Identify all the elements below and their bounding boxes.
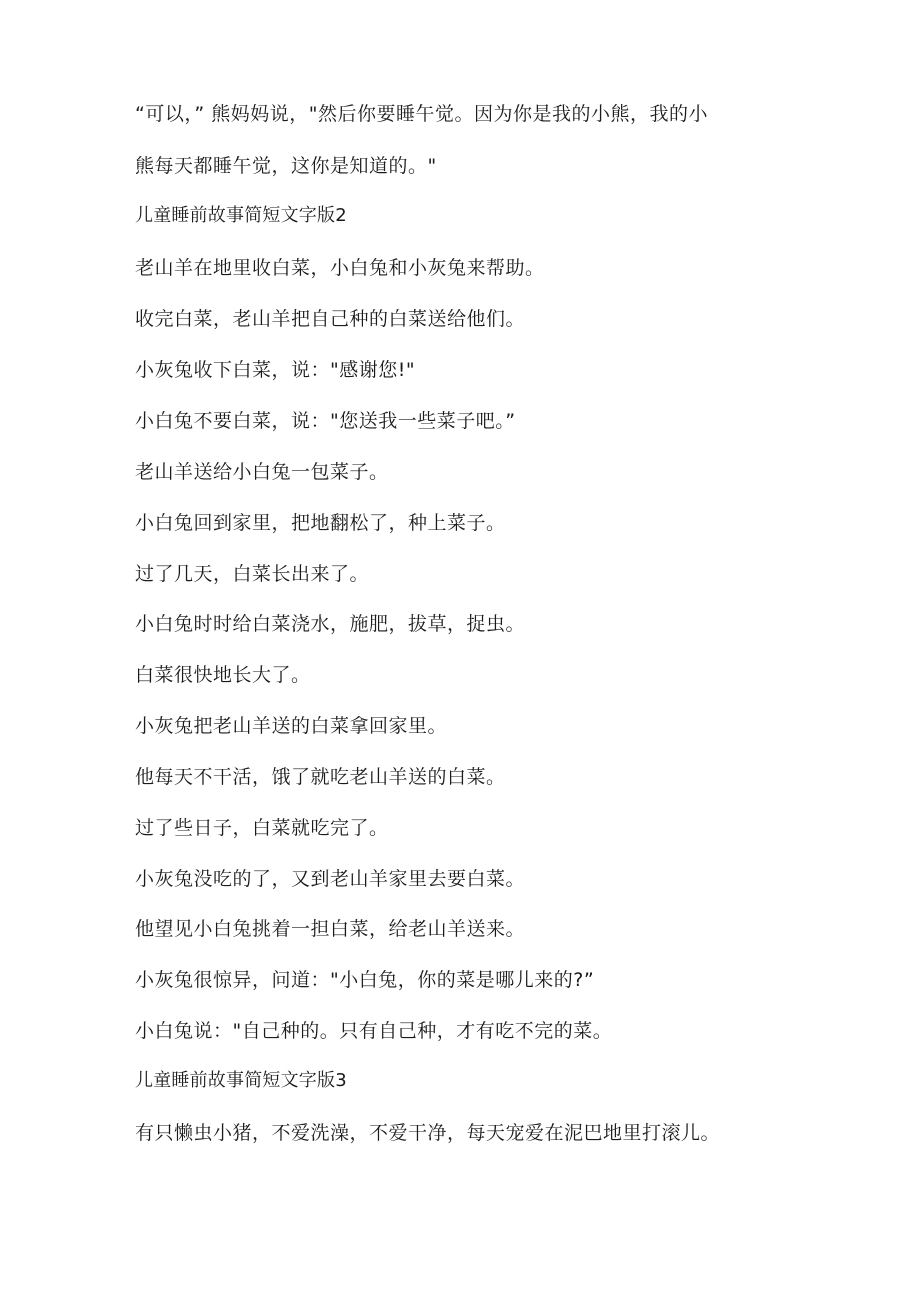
paragraph-line: 小白兔说："自己种的。只有自己种，才有吃不完的菜。 [135, 1020, 613, 1042]
paragraph-line: 小白兔回到家里，把地翻松了，种上菜子。 [135, 512, 506, 534]
paragraph-line: 他每天不干活，饿了就吃老山羊送的白菜。 [135, 766, 506, 788]
paragraph-line: 他望见小白兔挑着一担白菜，给老山羊送来。 [135, 918, 526, 940]
paragraph-line: 收完白菜，老山羊把自己种的白菜送给他们。 [135, 308, 526, 330]
paragraph-line: 小灰兔收下白菜，说："感谢您!" [135, 359, 416, 381]
paragraph-line: 小灰兔很惊异，问道："小白兔，你的菜是哪儿来的?” [135, 969, 595, 991]
paragraph-line: 老山羊在地里收白菜，小白兔和小灰兔来帮助。 [135, 257, 545, 279]
paragraph-line: 熊每天都睡午觉，这你是知道的。" [135, 155, 437, 177]
paragraph-line: 过了些日子，白菜就吃完了。 [135, 817, 389, 839]
paragraph-line: 小灰兔没吃的了，又到老山羊家里去要白菜。 [135, 868, 526, 890]
section-heading: 儿童睡前故事简短文字版2 [135, 205, 347, 226]
paragraph-line: 小灰兔把老山羊送的白菜拿回家里。 [135, 715, 448, 737]
paragraph-line: 有只懒虫小猪，不爱洗澡，不爱干净，每天宠爱在泥巴地里打滚儿。 [135, 1122, 721, 1144]
paragraph-line: 白菜很快地长大了。 [135, 664, 311, 686]
paragraph-line: “可以，” 熊妈妈说，"然后你要睡午觉。因为你是我的小熊，我的小 [135, 103, 708, 125]
paragraph-line: 过了几天，白菜长出来了。 [135, 563, 370, 585]
paragraph-line: 老山羊送给小白兔一包菜子。 [135, 461, 389, 483]
paragraph-line: 小白兔不要白菜，说："您送我一些菜子吧。” [135, 410, 516, 432]
paragraph-line: 小白兔时时给白菜浇水，施肥，拔草，捉虫。 [135, 613, 526, 635]
section-heading: 儿童睡前故事简短文字版3 [135, 1070, 347, 1091]
